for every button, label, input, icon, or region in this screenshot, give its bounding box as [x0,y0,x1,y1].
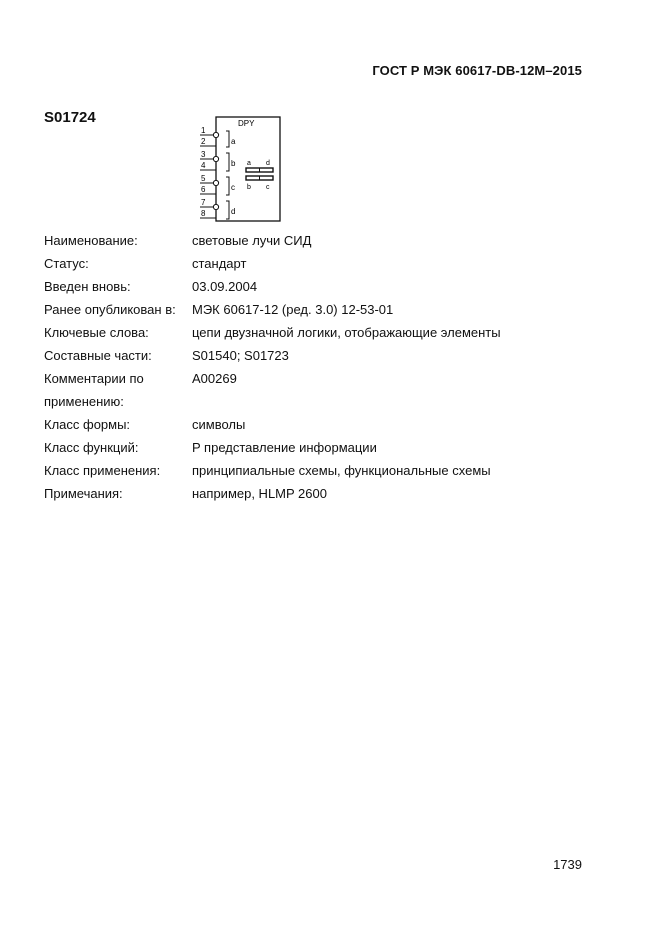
table-row [44,367,604,390]
display-label: d [266,160,270,167]
field-label: Составные части: [44,348,152,363]
field-label: Статус: [44,256,89,271]
negation-circle-7 [213,204,218,209]
table-row [44,252,604,275]
table-row [44,459,604,482]
field-value: A00269 [192,371,237,386]
segment-label: a [231,137,236,146]
document-header: ГОСТ Р МЭК 60617-DB-12M–2015 [372,63,582,78]
group-d-bracket [226,201,229,219]
negation-circle-5 [213,180,218,185]
attribute-table [44,229,604,505]
field-value [192,390,604,413]
symbol-title: DPY [238,119,255,128]
field-value: 03.09.2004 [192,279,258,294]
field-value: световые лучи СИД [192,233,312,248]
page-number: 1739 [553,857,582,872]
table-row [44,413,604,436]
negation-circle-1 [213,132,218,137]
field-value: например, HLMP 2600 [192,486,327,501]
field-label: Наименование: [44,233,138,248]
negation-circle-3 [213,156,218,161]
field-label: Введен вновь: [44,279,131,294]
pin-number: 3 [201,150,206,159]
table-row [44,321,604,344]
field-label: Класс применения: [44,463,161,478]
field-label: Примечания: [44,486,123,501]
table-row [44,436,604,459]
segment-label: d [231,207,236,216]
pin-number: 4 [201,161,206,170]
group-c-bracket [226,177,229,195]
table-row [44,298,604,321]
field-value: принципиальные схемы, функциональные схемы [192,463,491,478]
symbol-code: S01724 [44,109,96,126]
segment-label: b [231,159,236,168]
table-row [44,275,604,298]
display-label: b [247,184,251,191]
field-value: P представление информации [192,440,377,455]
pin-number: 1 [201,126,206,135]
pin-number: 6 [201,185,206,194]
group-b-bracket [226,153,229,171]
field-label: применению: [44,394,124,409]
pin-number: 8 [201,209,206,218]
table-row [44,229,604,252]
field-label: Класс формы: [44,417,131,432]
table-row [44,344,604,367]
segment-label: c [231,183,235,192]
pin-number: 2 [201,137,206,146]
pin-number: 5 [201,174,206,183]
table-row [44,482,604,505]
field-label: Ранее опубликован в: [44,302,176,317]
field-label: Класс функций: [44,440,139,455]
field-label: Комментарии по [44,371,144,386]
field-label: Ключевые слова: [44,325,149,340]
dpy-symbol-diagram [196,115,286,225]
field-value: цепи двузначной логики, отображающие элементы [192,325,501,340]
symbol-box [216,117,280,221]
pin-number: 7 [201,198,206,207]
field-value: S01540; S01723 [192,348,289,363]
table-row [44,390,604,413]
field-value: символы [192,417,246,432]
display-label: c [266,184,270,191]
field-value: стандарт [192,256,247,271]
display-label: a [247,160,251,167]
field-value: МЭК 60617-12 (ред. 3.0) 12-53-01 [192,302,394,317]
group-a-bracket [226,131,229,147]
